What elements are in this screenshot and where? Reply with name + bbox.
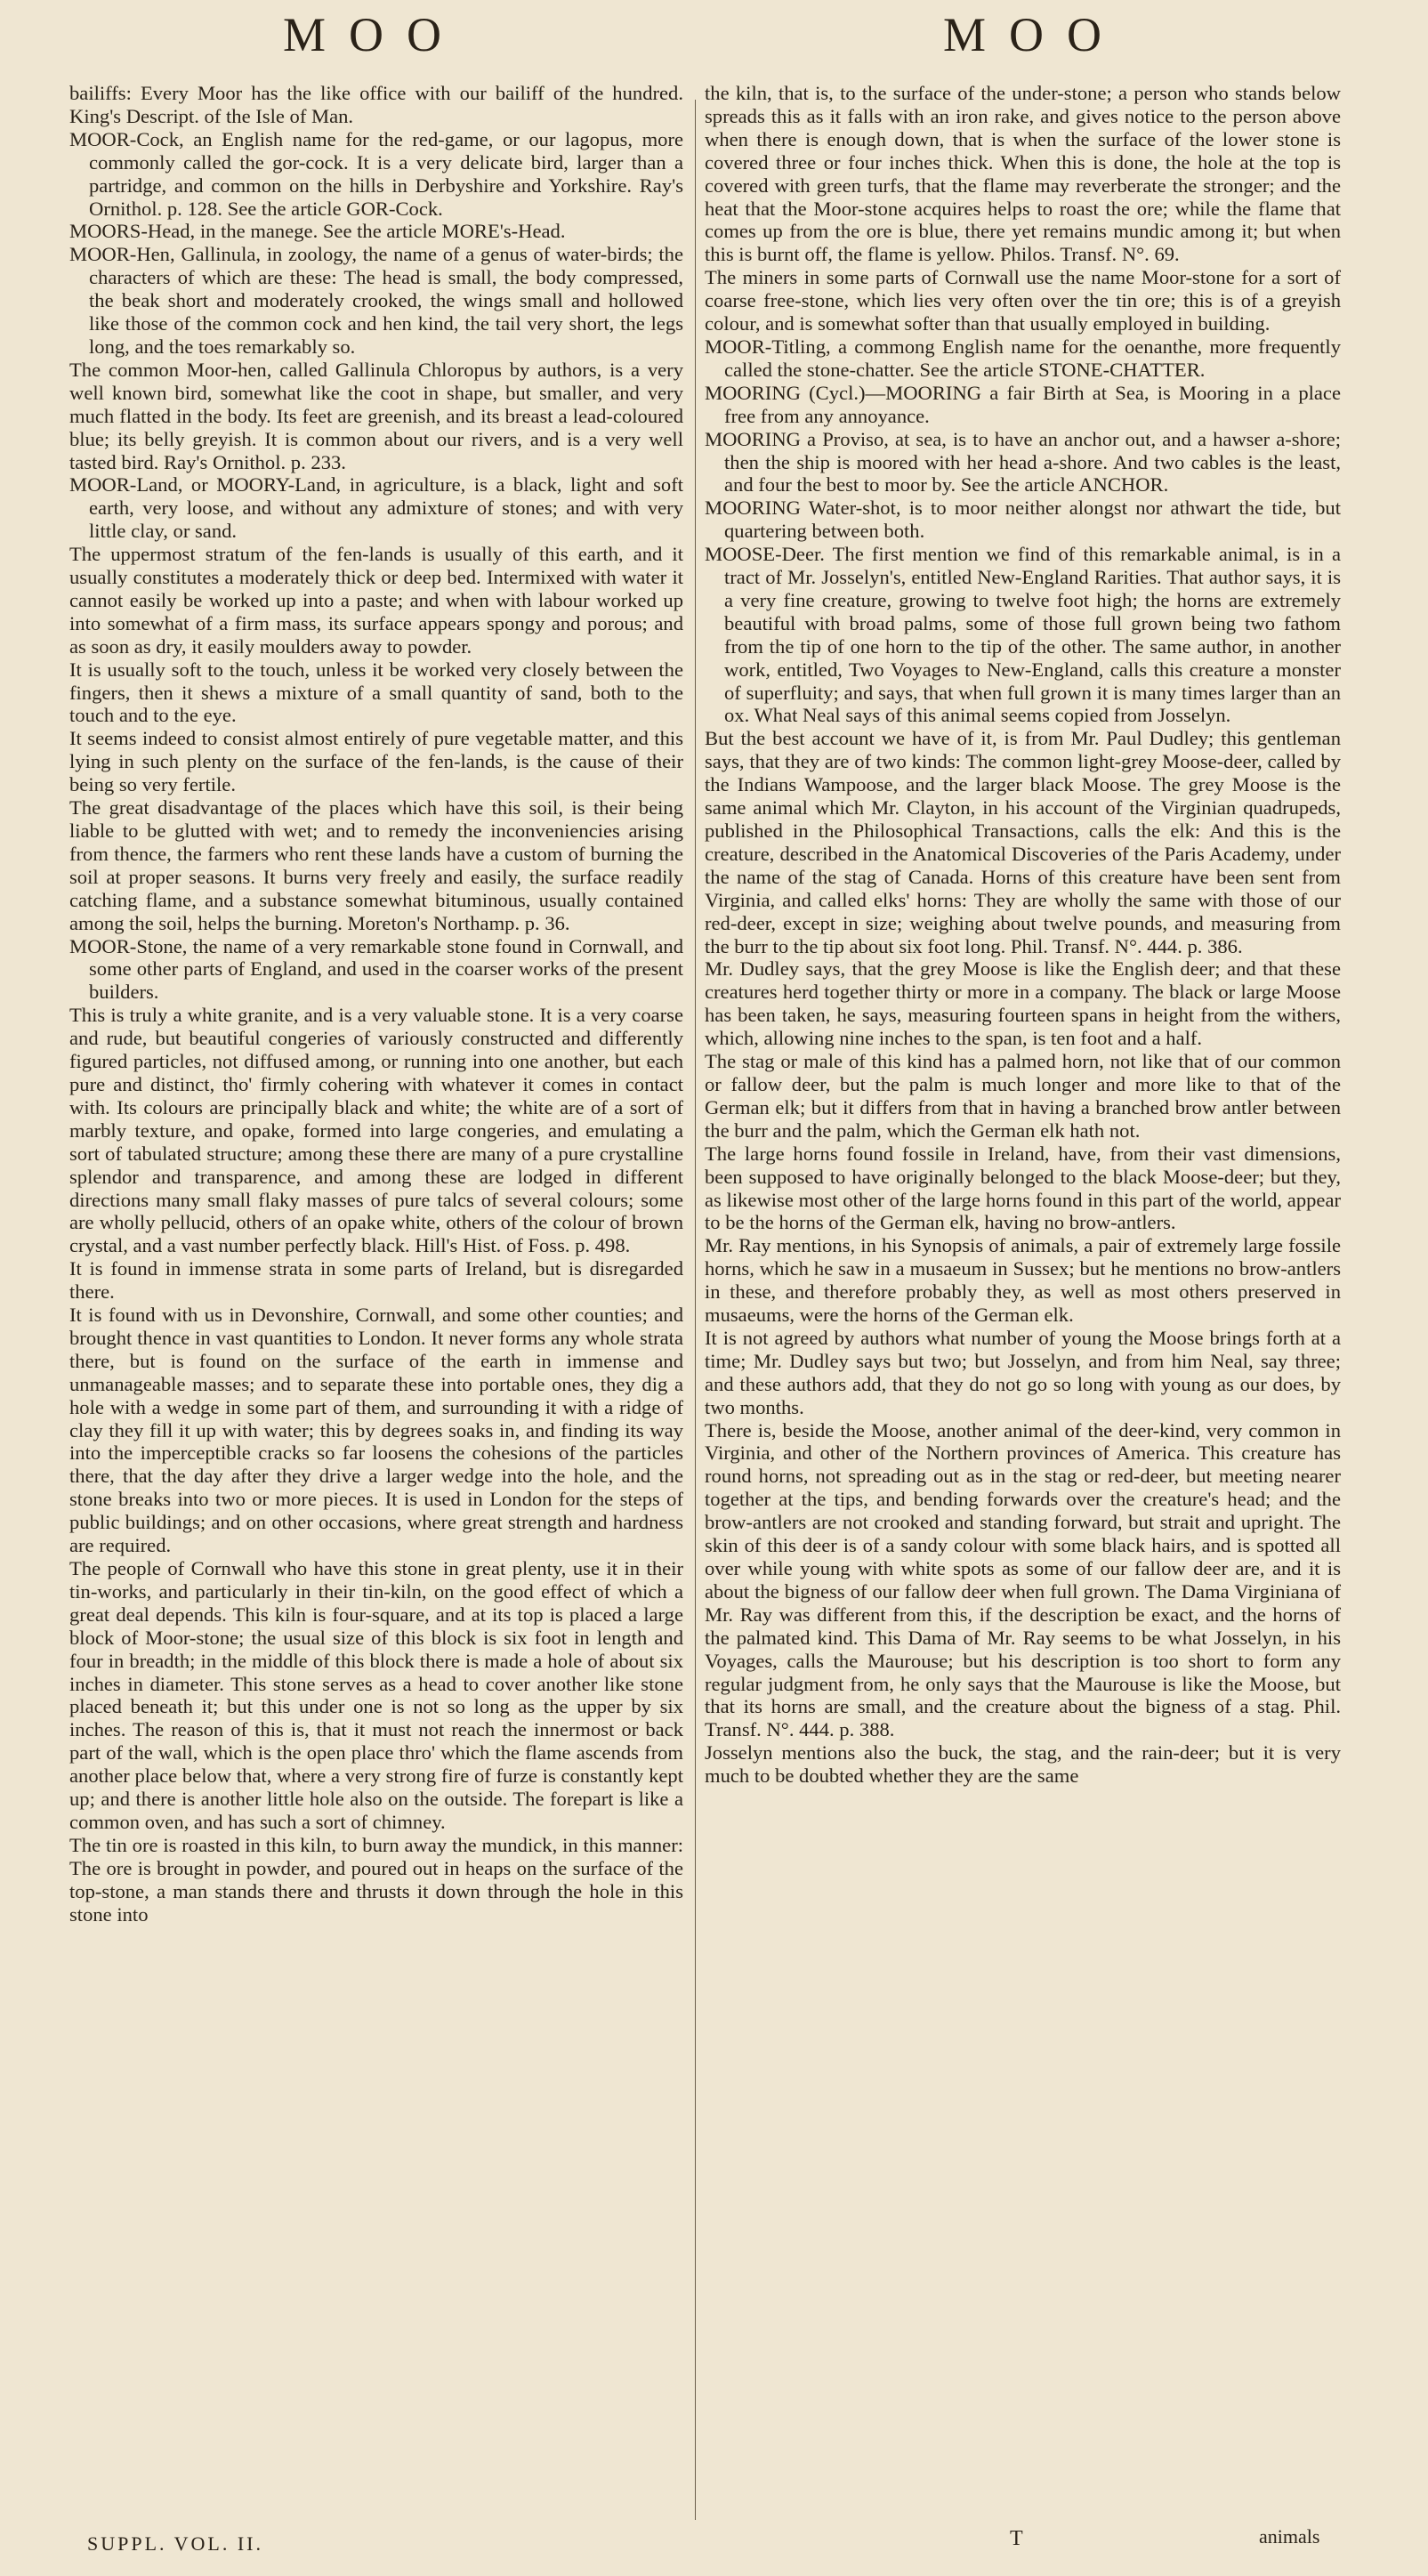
paragraph: It is found with us in Devonshire, Cornwall, and some other counties; and brought thence in vast quantities to London. It never forms any whole strata there, but is found on the surface of the earth in immense and unmanageable masses; and to separate these into portable ones, they dig a hole with a wedge in some part of them, and surrounding it with a ridge of clay they fill it up with water; this by degrees soaks in, and finding its way into the imperceptible cracks so far loosens the cohesions of the particles there, that the day after they drive a larger wedge into the hole, and the stone breaks into two or more pieces. It is used in London for the steps of public buildings; and on other occasions, where great strength and hardness are required. (69, 1304, 683, 1557)
paragraph: bailiffs: Every Moor has the like office with our bailiff of the hundred. King's Descript. of the Isle of Man. (69, 82, 683, 127)
paragraph: This is truly a white granite, and is a very valuable stone. It is a very coarse and rude, but beautiful congeries of variously constructed and differently figured particles, not diffused among, or running into one another, but each pure and distinct, tho' firmly cohering with whatever it comes in contact with. Its colours are principally black and white; the white are of a sort of marbly texture, and opake, formed into large congeries, and emulating a sort of tabulated structure; among these there are many of a pure crystalline splendor and transparence, and among these are lodged in different directions many small flaky masses of pure talcs of several colours; some are wholly pellucid, others of an opake white, others of the colour of brown crystal, and a vast number perfectly black. Hill's Hist. of Foss. p. 498. (69, 1004, 683, 1257)
page-header (0, 0, 1428, 80)
catchword: animals (1259, 2525, 1320, 2548)
paragraph: The tin ore is roasted in this kiln, to burn away the mundick, in this manner: The ore is brought in powder, and poured out in heaps on the surface of the top-stone, a man stands there and thrusts it down through the hole in this stone into (69, 1833, 683, 1926)
dictionary-entry: MOOR-Hen, Gallinula, in zoology, the name of a genus of water-birds; the characters of which are these: The head is small, the body compressed, the beak short and moderately crooked, the wings small and hollowed like those of the common cock and hen kind, the tail very short, the legs long, and the toes remarkably so. (69, 243, 683, 358)
paragraph: But the best account we have of it, is from Mr. Paul Dudley; this gentleman says, that they are of two kinds: The common light-grey Moose-deer, called by the Indians Wampoose, and the larger black Moose. The grey Moose is the same animal which Mr. Clayton, in his account of the Virginian quadrupeds, published in the Philosophical Transactions, calls the elk: And this is the creature, described in the Anatomical Discoveries of the Paris Academy, under the name of the stag of Canada. Horns of this creature have been sent from Virginia, and called elks' horns: They are wholly the same with those of our red-deer, except in size; weighing about twelve pounds, and measuring from the burr to the tip about six foot long. Phil. Transf. N°. 444. p. 386. (705, 727, 1341, 957)
paragraph: Mr. Dudley says, that the grey Moose is like the English deer; and that these creatures herd together thirty or more in a company. The black or large Moose has been taken, he says, measuring fourteen spans in height from the withers, which, allowing nine inches to the span, is ten foot and a half. (705, 957, 1341, 1050)
dictionary-entry: MOOSE-Deer. The first mention we find of this remarkable animal, is in a tract of Mr. Josselyn's, entitled New-England Rarities. That author says, it is a very fine creature, growing to twelve foot high; the horns are extremely beautiful with broad palms, some of those full grown being two fathom from the tip of one horn to the tip of the other. The same author, in another work, entitled, Two Voyages to New-England, calls this creature a monster of superfluity; and says, that when full grown it is many times larger than an ox. What Neal says of this animal seems copied from Josselyn. (705, 543, 1341, 727)
signature-mark: T (1010, 2527, 1023, 2550)
left-column (69, 82, 683, 1926)
paragraph: The people of Cornwall who have this stone in great plenty, use it in their tin-works, and particularly in their tin-kiln, on the good effect of which a great deal depends. This kiln is four-square, and at its top is placed a large block of Moor-stone; the usual size of this block is six foot in length and four in breadth; in the middle of this block there is made a hole of about six inches in diameter. This stone serves as a head to cover another like stone placed beneath it; but this under one is not so long as the upper by six inches. The reason of this is, that it must not reach the innermost or back part of the wall, which is the open place thro' which the flame ascends from another place below that, where a very strong fire of furze is constantly kept up; and there is another little hole also on the outside. The forepart is like a common oven, and has such a sort of chimney. (69, 1557, 683, 1833)
paragraph: Mr. Ray mentions, in his Synopsis of animals, a pair of extremely large fossile horns, which he saw in a musaeum in Sussex; but he mentions no brow-antlers in these, and therefore probably they, as well as most others preserved in musaeums, were the horns of the German elk. (705, 1234, 1341, 1327)
running-head-right: MOO (943, 8, 1125, 61)
paragraph: The stag or male of this kind has a palmed horn, not like that of our common or fallow deer, but the palm is much longer and more like to that of the German elk; but it differs from that in having a branched brow antler between the burr and the palm, which the German elk hath not. (705, 1050, 1341, 1142)
paragraph: The common Moor-hen, called Gallinula Chloropus by authors, is a very well known bird, somewhat like the coot in shape, but smaller, and very much flatted in the body. Its feet are greenish, and its breast a lead-coloured blue; its belly greyish. It is common about our rivers, and is a very well tasted bird. Ray's Ornithol. p. 233. (69, 358, 683, 473)
paragraph: It is not agreed by authors what number of young the Moose brings forth at a time; Mr. Dudley says but two; but Josselyn, and from him Neal, say three; and these authors add, that they do not go so long with young as our does, by two months. (705, 1326, 1341, 1418)
paragraph: The great disadvantage of the places which have this soil, is their being liable to be glutted with wet; and to remedy the inconveniencies arising from thence, the farmers who rent these lands have a custom of burning the soil at proper seasons. It burns very freely and easily, the surface readily catching flame, and a substance somewhat bituminous, usually contained among the soil, helps the burning. Moreton's Northamp. p. 36. (69, 796, 683, 934)
dictionary-entry: MOORING (Cycl.)—MOORING a fair Birth at Sea, is Mooring in a place free from any annoyance. (705, 381, 1341, 427)
signature-line: SUPPL. VOL. II. (87, 2532, 264, 2555)
paragraph: the kiln, that is, to the surface of the under-stone; a person who stands below spreads this as it falls with an iron rake, and gives notice to the person above when there is enough down, that is when the surface of the lower stone is covered three or four inches thick. When this is done, the hole at the top is covered with green turfs, that the flame may reverberate the stronger; and the heat that the Moor-stone acquires helps to roast the ore; while the flame that comes up from the ore is blue, there yet remains mundic among it; but when this is burnt off, the flame is yellow. Philos. Transf. N°. 69. (705, 82, 1341, 266)
dictionary-entry: MOOR-Titling, a commong English name for the oenanthe, more frequently called the stone-chatter. See the article STONE-CHATTER. (705, 335, 1341, 381)
paragraph: It seems indeed to consist almost entirely of pure vegetable matter, and this lying in such plenty on the surface of the fen-lands, is the cause of their being so very fertile. (69, 727, 683, 796)
paragraph: It is usually soft to the touch, unless it be worked very closely between the fingers, then it shews a mixture of a small quantity of sand, both to the touch and to the eye. (69, 658, 683, 727)
dictionary-entry: MOORING a Proviso, at sea, is to have an anchor out, and a hawser a-shore; then the ship is moored with her head a-shore. And two cables is the least, and four the best to moor by. See the article ANCHOR. (705, 427, 1341, 497)
dictionary-entry: MOORING Water-shot, is to moor neither alongst nor athwart the tide, but quartering between both. (705, 497, 1341, 543)
running-head-left: MOO (283, 8, 465, 61)
paragraph: The large horns found fossile in Ireland, have, from their vast dimensions, been supposed to have originally belonged to the black Moose-deer; but they, as likewise most other of the large horns found in this part of the world, appear to be the horns of the German elk, having no brow-antlers. (705, 1142, 1341, 1234)
dictionary-entry: MOOR-Cock, an English name for the red-game, or our lagopus, more commonly called the gor-cock. It is a very delicate bird, larger than a partridge, and common on the hills in Derbyshire and Yorkshire. Ray's Ornithol. p. 128. See the article GOR-Cock. (69, 127, 683, 220)
paragraph: It is found in immense strata in some parts of Ireland, but is disregarded there. (69, 1257, 683, 1304)
paragraph: There is, beside the Moose, another animal of the deer-kind, very common in Virginia, and other of the Northern provinces of America. This creature has round horns, not spreading out as in the stag or red-deer, but meeting nearer together at the tips, and bending forwards over the creature's head; and the brow-antlers are not crooked and standing forward, but strait and upright. The skin of this deer is of a sandy colour with some black hairs, and is spotted all over while young with white spots as some of our fallow deer are, and it is about the bigness of our fallow deer when full grown. The Dama Virginiana of Mr. Ray was different from this, if the description be exact, and the horns of the palmated kind. This Dama of Mr. Ray seems to be what Josselyn, in his Voyages, calls the Maurouse; but his description is too short to form any regular judgment from, he only says that the Maurouse is like the Moose, but that its horns are small, and the creature about the bigness of a stag. Phil. Transf. N°. 444. p. 388. (705, 1418, 1341, 1741)
dictionary-entry: MOOR-Land, or MOORY-Land, in agriculture, is a black, light and soft earth, very loose, and without any admixture of stones; and with very little clay, or sand. (69, 473, 683, 543)
right-column (705, 82, 1341, 1788)
dictionary-entry: MOORS-Head, in the manege. See the article MORE's-Head. (69, 220, 566, 243)
column-divider (695, 100, 696, 2520)
dictionary-entry: MOOR-Stone, the name of a very remarkable stone found in Cornwall, and some other parts of England, and used in the coarser works of the present builders. (69, 934, 683, 1004)
paragraph: The uppermost stratum of the fen-lands is usually of this earth, and it usually constitutes a moderately thick or deep bed. Intermixed with water it cannot easily be worked up into a paste; and when with labour worked up into somewhat of a firm mass, its surface appears spongy and porous; and as soon as dry, it easily moulders away to powder. (69, 543, 683, 658)
page-footer (0, 2525, 1428, 2564)
paragraph: Josselyn mentions also the buck, the stag, and the rain-deer; but it is very much to be doubted whether they are the same (705, 1741, 1341, 1788)
paragraph: The miners in some parts of Cornwall use the name Moor-stone for a sort of coarse free-stone, which lies very often over the tin ore; this is of a greyish colour, and is somewhat softer than that usually employed in building. (705, 266, 1341, 335)
